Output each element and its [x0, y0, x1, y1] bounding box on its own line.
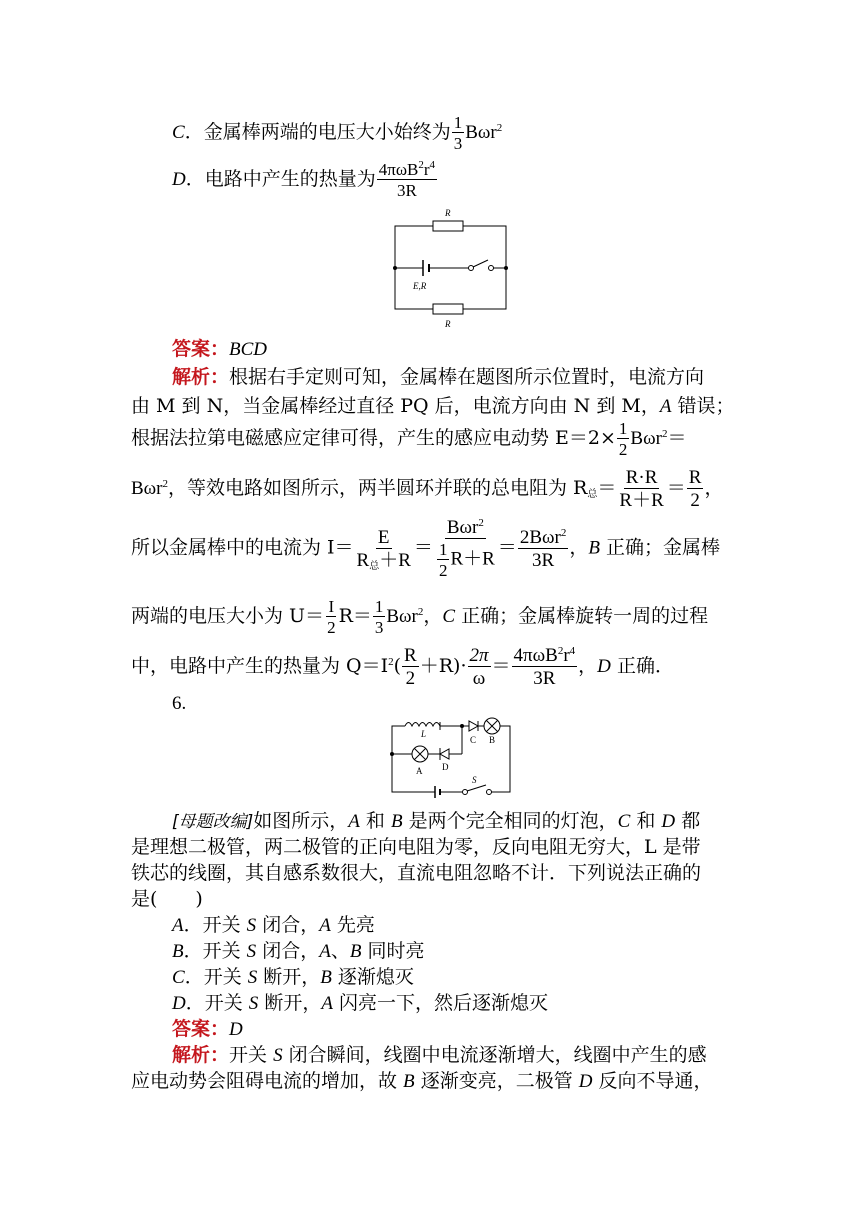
diode-c-icon	[469, 721, 478, 731]
label-l: L	[421, 729, 427, 739]
label-r-top: R	[445, 208, 451, 218]
analysis-1-line-3: 根据法拉第电磁感应定律可得，产生的感应电动势 E＝2× $\frac{1}{2}$ Bωr$^2$＝	[131, 419, 687, 459]
label-d: D	[442, 762, 449, 772]
answer-value: BCD	[229, 339, 268, 360]
resistor-top	[433, 221, 463, 231]
answer-label: 答案：	[172, 338, 230, 360]
question-6-line-1: [母题改编]如图所示，A 和 B 是两个完全相同的灯泡，C 和 D 都	[172, 810, 701, 832]
option-c-q6: C．开关 S 断开，B 逐渐熄灭	[172, 966, 414, 988]
analysis-1-line-7: 中，电路中产生的热量为 $Q=I^2$( $\frac{R}{2}$ ＋R)· $\frac{2\pi}{\omega}$ ＝ $\frac{4\pi\omega B^2r^4}{3R}$ ，D 正确．	[131, 645, 674, 689]
option-a: A．开关 S 闭合，A 先亮	[172, 914, 375, 936]
question-6-line-2: 是理想二极管，两二极管的正向电阻为零，反向电阻无穷大，L 是带	[131, 836, 701, 858]
answer-1	[172, 336, 770, 363]
analysis-1-line-4: Bωr$^2$，等效电路如图所示，两半圆环并联的总电阻为 $R_总=$ $\frac{R\cdot R}{R+R}$ ＝ $\frac{R}{2}$ ，	[131, 467, 724, 511]
question-6-line-4: 是( )	[131, 888, 203, 910]
resistor-bottom	[433, 304, 463, 314]
label-r-bottom: R	[445, 319, 451, 329]
analysis-1-line-1: 解析：根据右手定则可知，金属棒在题图所示位置时，电流方向	[172, 366, 705, 388]
analysis-2-line-2: 应电动势会阻碍电流的增加，故 B 逐渐变亮，二极管 D 反向不导通，	[131, 1070, 713, 1092]
analysis-1-line-2: 由 M 到 N，当金属棒经过直径 PQ 后，电流方向由 N 到 M，A 错误；	[131, 395, 735, 417]
fraction: $\frac{4\pi\omega B^2r^4}{3R}$	[378, 159, 436, 200]
option-d	[172, 158, 770, 200]
question-6-line-3: 铁芯的线圈，其自感系数很大，直流电阻忽略不计．下列说法正确的	[131, 862, 702, 884]
analysis-label: 解析：	[172, 1044, 230, 1066]
analysis-2-line-1: 解析：开关 S 闭合瞬间，线圈中电流逐渐增大，线圈中产生的感	[172, 1044, 707, 1066]
answer-value: D	[229, 1019, 243, 1040]
option-text: ．电路中产生的热量为	[185, 168, 376, 190]
answer-label: 答案：	[172, 1018, 230, 1040]
option-b: B．开关 S 闭合，A、B 同时亮	[172, 940, 425, 962]
circuit-diagram-2	[380, 712, 526, 802]
label-c: C	[470, 735, 477, 745]
option-c: C．金属棒两端的电压大小始终为 $\frac{1}{3}$ Bωr$^2$	[172, 113, 503, 153]
option-letter: C	[172, 122, 185, 143]
label-source: E,R	[413, 281, 427, 291]
answer-2	[172, 1016, 770, 1043]
option-letter: D	[172, 169, 186, 190]
option-d-q6: D．开关 S 断开，A 闪亮一下，然后逐渐熄灭	[172, 992, 548, 1014]
option-text: ．金属棒两端的电压大小始终为	[184, 121, 451, 143]
label-s: S	[472, 775, 477, 785]
analysis-label: 解析：	[172, 366, 230, 388]
analysis-1-line-5: 所以金属棒中的电流为 I＝ $\frac{E}{R_总+R}$ ＝ Bωr$^2$ $\frac{1}{2}$ R＋R ＝ $\frac{2B\omega r^2}{3R}$ ，B 正确；金属棒	[131, 517, 720, 580]
switch-s-icon	[463, 790, 468, 795]
label-b: B	[489, 735, 496, 745]
fraction: $\frac{1}{3}$	[453, 113, 463, 153]
source-tag: [母题改编]	[172, 812, 254, 832]
switch-icon	[469, 266, 474, 271]
question-6-number: 6.	[172, 693, 187, 714]
circuit-diagram-1	[380, 203, 520, 333]
diode-d-icon	[440, 749, 449, 759]
inductor-icon	[405, 723, 440, 727]
label-a: A	[416, 766, 423, 776]
analysis-1-line-6: 两端的电压大小为 U＝ $\frac{I}{2}$ R＝ $\frac{1}{3}$ Bωr$^2$，C 正确；金属棒旋转一周的过程	[131, 597, 709, 637]
